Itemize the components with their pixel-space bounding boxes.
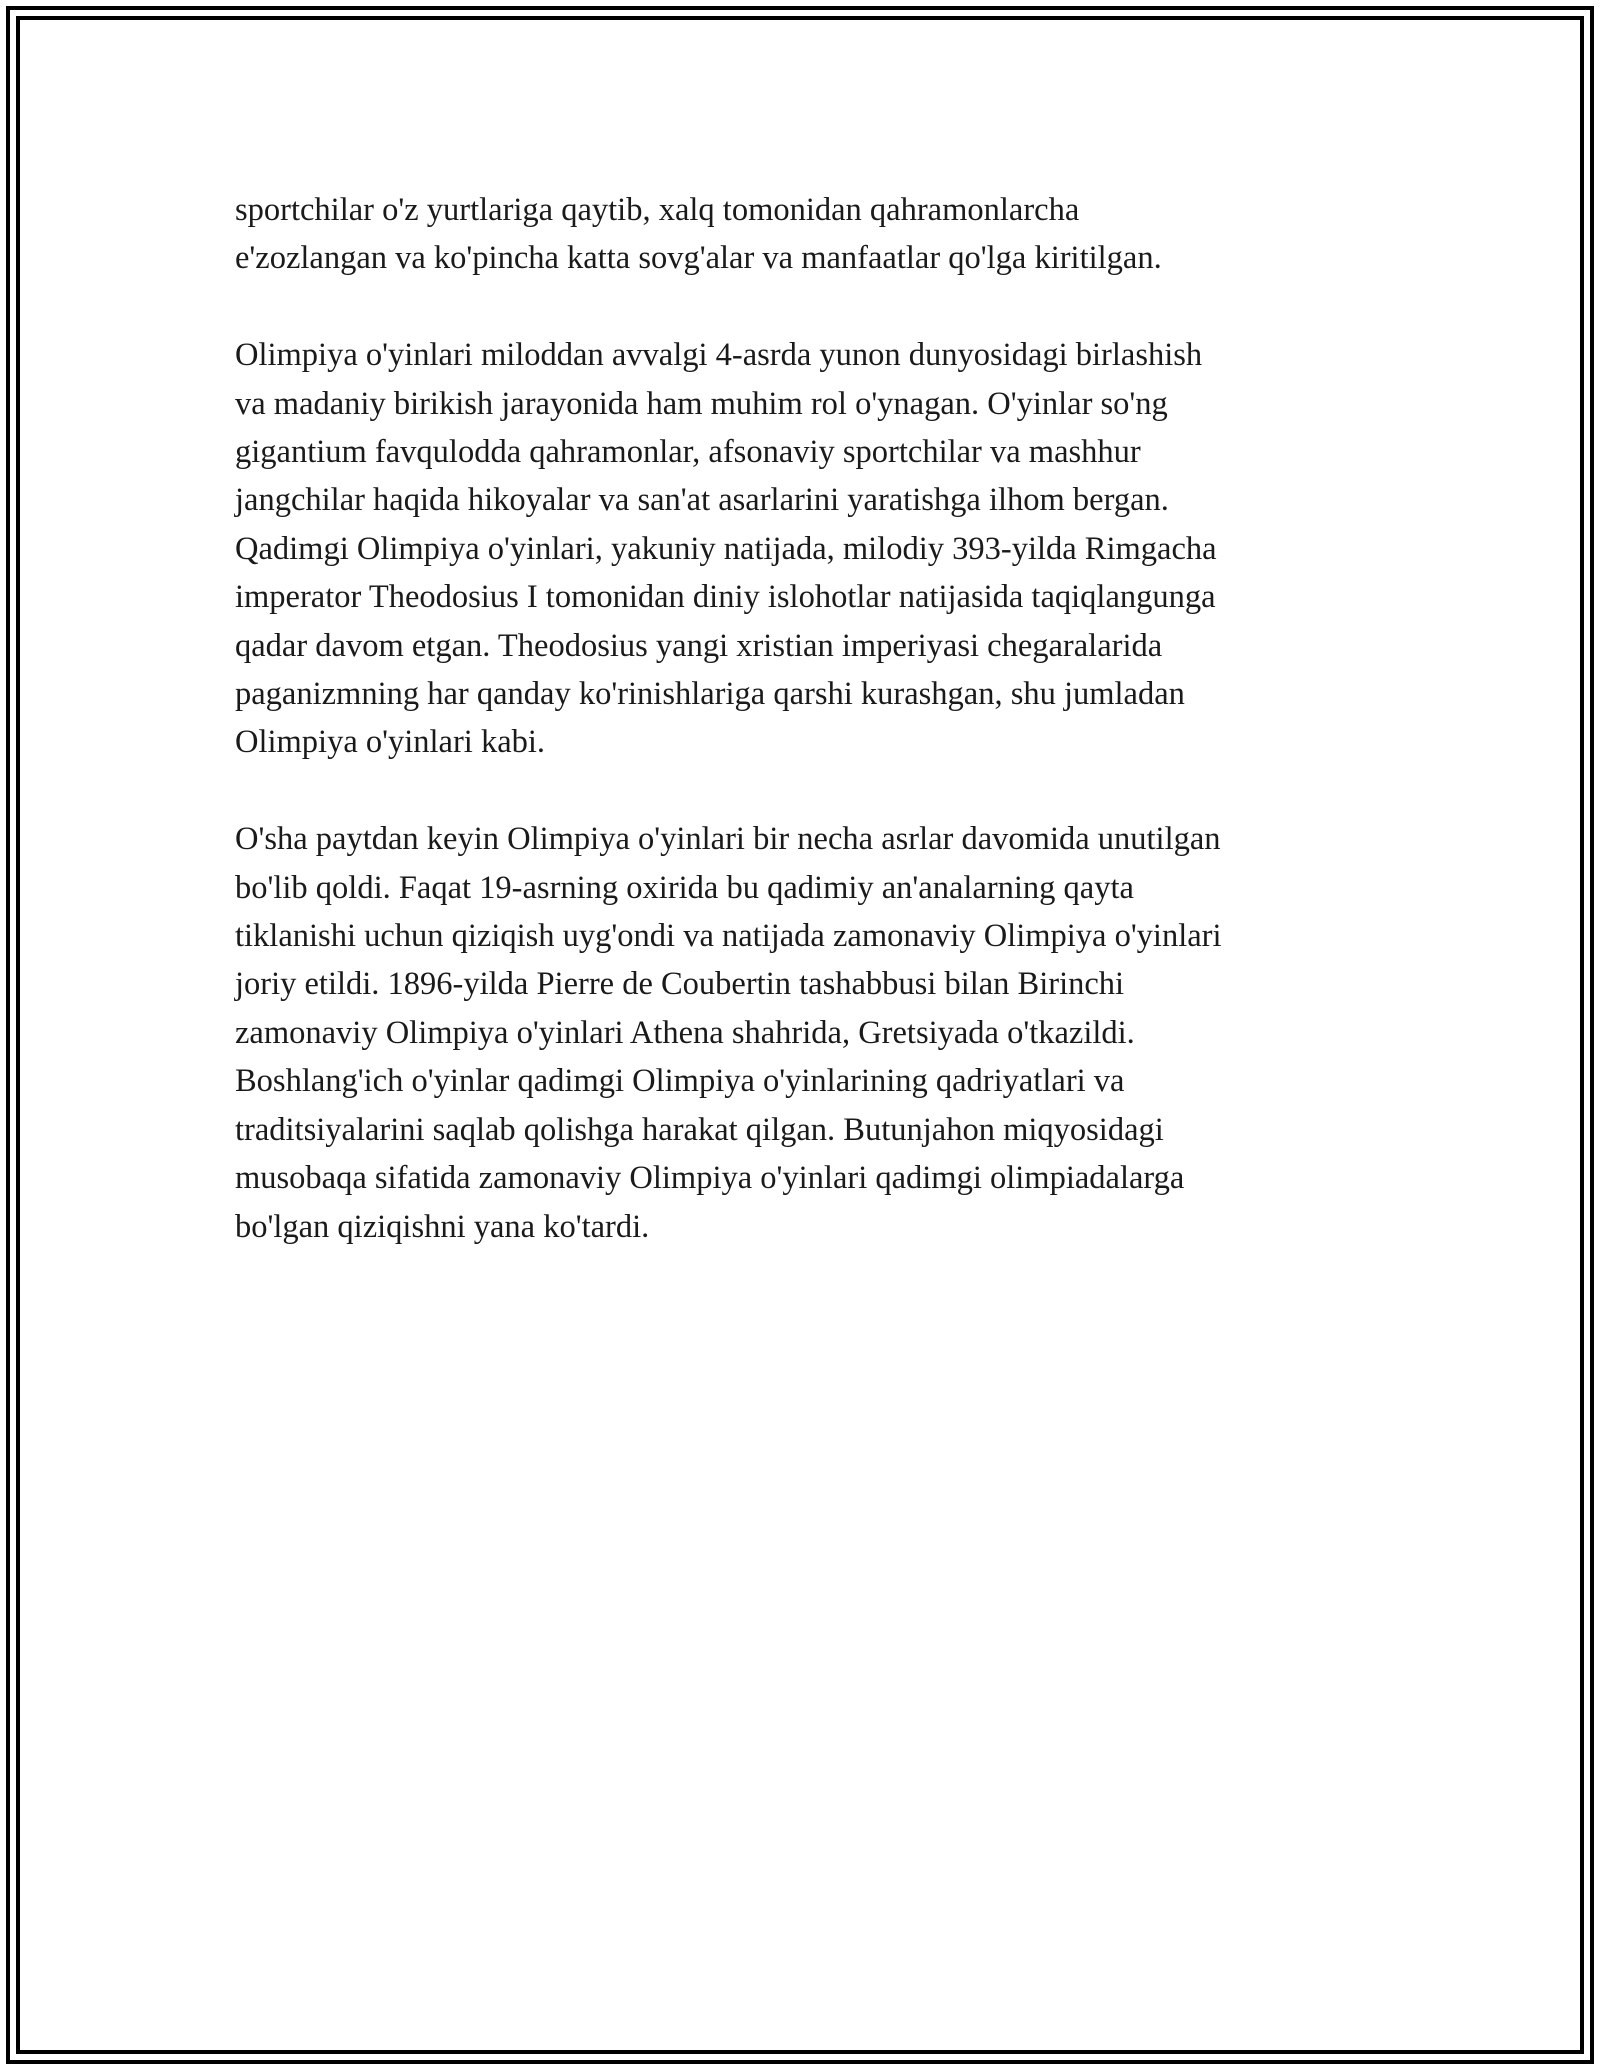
paragraph-1 bbox=[235, 186, 1355, 283]
text-line: joriy etildi. 1896-yilda Pierre de Coubertin tashabbusi bilan Birinchi bbox=[235, 966, 1125, 1003]
text-line: musobaqa sifatida zamonaviy Olimpiya o'yinlari qadimgi olimpiadalarga bbox=[235, 1160, 1185, 1197]
text-line: tiklanishi uchun qiziqish uyg'ondi va natijada zamonaviy Olimpiya o'yinlari bbox=[235, 918, 1222, 955]
text-line: jangchilar haqida hikoyalar va san'at asarlarini yaratishga ilhom bergan. bbox=[235, 482, 1169, 519]
document-body bbox=[235, 186, 1355, 1299]
text-line: qadar davom etgan. Theodosius yangi xristian imperiyasi chegaralarida bbox=[235, 627, 1163, 664]
text-line: gigantium favqulodda qahramonlar, afsonaviy sportchilar va mashhur bbox=[235, 434, 1141, 471]
text-line: e'zozlangan va ko'pincha katta sovg'alar va manfaatlar qo'lga kiritilgan. bbox=[235, 240, 1162, 277]
text-line: Olimpiya o'yinlari kabi. bbox=[235, 724, 546, 761]
text-line: bo'lib qoldi. Faqat 19-asrning oxirida bu qadimiy an'analarning qayta bbox=[235, 869, 1134, 906]
text-line: Boshlang'ich o'yinlar qadimgi Olimpiya o'yinlarining qadriyatlari va bbox=[235, 1063, 1125, 1100]
text-line: bo'lgan qiziqishni yana ko'tardi. bbox=[235, 1208, 650, 1245]
text-line: imperator Theodosius I tomonidan diniy islohotlar natijasida taqiqlangunga bbox=[235, 579, 1216, 616]
paragraph-2 bbox=[235, 331, 1355, 767]
text-line: O'sha paytdan keyin Olimpiya o'yinlari bir necha asrlar davomida unutilgan bbox=[235, 821, 1221, 858]
text-line: Qadimgi Olimpiya o'yinlari, yakuniy natijada, milodiy 393-yilda Rimgacha bbox=[235, 530, 1217, 567]
text-line: va madaniy birikish jarayonida ham muhim rol o'ynagan. O'yinlar so'ng bbox=[235, 385, 1168, 422]
text-line: traditsiyalarini saqlab qolishga harakat qilgan. Butunjahon miqyosidagi bbox=[235, 1111, 1164, 1148]
text-line: paganizmning har qanday ko'rinishlariga qarshi kurashgan, shu jumladan bbox=[235, 676, 1185, 713]
text-line: Olimpiya o'yinlari miloddan avvalgi 4-asrda yunon dunyosidagi birlashish bbox=[235, 337, 1203, 374]
paragraph-3 bbox=[235, 815, 1355, 1251]
text-line: zamonaviy Olimpiya o'yinlari Athena shahrida, Gretsiyada o'tkazildi. bbox=[235, 1014, 1135, 1051]
text-line: sportchilar o'z yurtlariga qaytib, xalq tomonidan qahramonlarcha bbox=[235, 192, 1080, 228]
